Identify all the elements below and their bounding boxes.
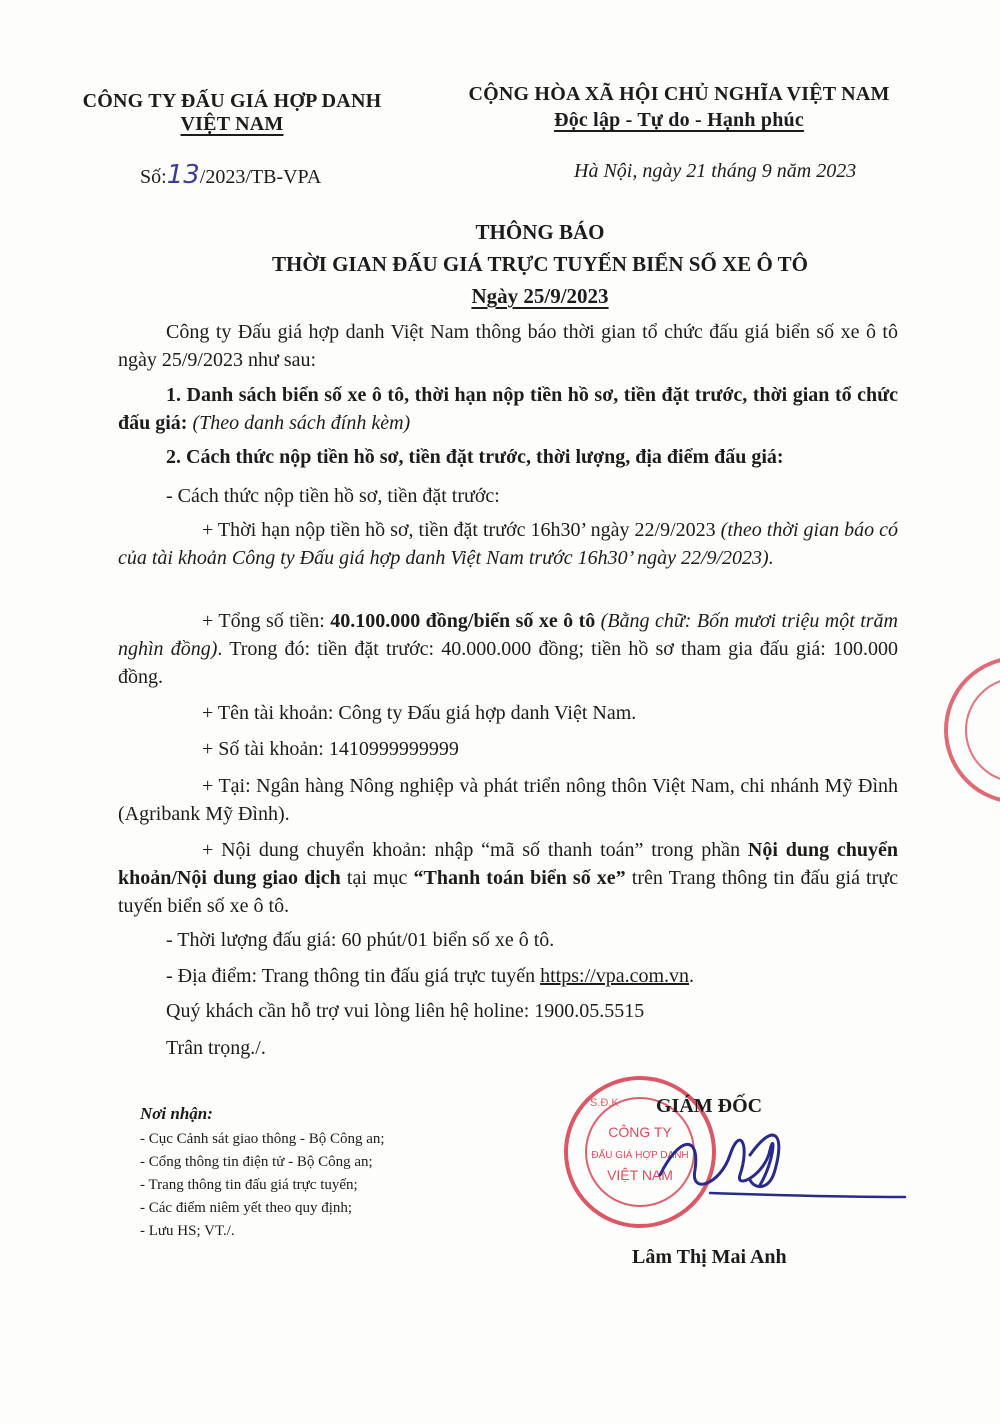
account-name: + Tên tài khoản: Công ty Đấu giá hợp danh Việt Nam. bbox=[202, 702, 637, 724]
recipient-item: - Cổng thông tin điện tử - Bộ Công an; bbox=[140, 1154, 373, 1170]
handwritten-number: 13 bbox=[166, 160, 200, 190]
title-line1: THÔNG BÁO bbox=[475, 220, 605, 244]
total-amount-paragraph: + Tổng số tiền: 40.100.000 đồng/biển số xe ô tô (Bằng chữ: Bốn mươi triệu một trăm nghìn đồng). Trong đó: tiền đặt trước: 40.000.000 đồng; tiền hồ sơ tham gia đấu giá: 100.000 đồng. bbox=[118, 610, 898, 688]
payment-method-heading: - Cách thức nộp tiền hồ sơ, tiền đặt trước: bbox=[166, 485, 500, 507]
auction-duration: - Thời lượng đấu giá: 60 phút/01 biển số xe ô tô. bbox=[166, 929, 555, 951]
svg-text:CÔNG TY: CÔNG TY bbox=[608, 1124, 672, 1140]
vpa-link[interactable]: https://vpa.com.vn bbox=[540, 965, 690, 987]
recipient-item: - Cục Cảnh sát giao thông - Bộ Công an; bbox=[140, 1131, 385, 1147]
document-title bbox=[100, 216, 980, 312]
section-2: 2. Cách thức nộp tiền hồ sơ, tiền đặt trước, thời lượng, địa điểm đấu giá: bbox=[166, 446, 784, 468]
title-line2: THỜI GIAN ĐẤU GIÁ TRỰC TUYẾN BIỂN SỐ XE Ô TÔ bbox=[272, 252, 808, 276]
signature-scribble bbox=[600, 1115, 920, 1215]
svg-text:ĐẤU GIÁ HỢP DANH: ĐẤU GIÁ HỢP DANH bbox=[591, 1150, 689, 1161]
intro-paragraph: Công ty Đấu giá hợp danh Việt Nam thông báo thời gian tổ chức đấu giá biển số xe ô tô ngày 25/9/2023 như sau: bbox=[118, 321, 898, 371]
recipients-title: Nơi nhận: bbox=[140, 1104, 213, 1123]
transfer-content-paragraph: + Nội dung chuyển khoản: nhập “mã số thanh toán” trong phần Nội dung chuyển khoản/Nội dung giao dịch tại mục “Thanh toán biển số xe” trên Trang thông tin đấu giá trực tuyến biển số xe ô tô. bbox=[118, 839, 899, 917]
closing-line: Trân trọng./. bbox=[166, 1037, 266, 1059]
svg-text:VIỆT NAM: VIỆT NAM bbox=[607, 1167, 673, 1183]
deadline-paragraph: + Thời hạn nộp tiền hồ sơ, tiền đặt trước 16h30’ ngày 22/9/2023 (theo thời gian báo có của tài khoản Công ty Đấu giá hợp danh Việt Nam trước 16h30’ ngày 22/9/2023). bbox=[118, 519, 898, 569]
recipient-item: - Lưu HS; VT./. bbox=[140, 1223, 235, 1239]
org-line1: CÔNG TY ĐẤU GIÁ HỢP DANH bbox=[82, 90, 382, 112]
signer-name: Lâm Thị Mai Anh bbox=[632, 1246, 787, 1268]
bank-paragraph: + Tại: Ngân hàng Nông nghiệp và phát triển nông thôn Việt Nam, chi nhánh Mỹ Đình (Agribank Mỹ Đình). bbox=[118, 775, 898, 825]
section-1: 1. Danh sách biển số xe ô tô, thời hạn nộp tiền hồ sơ, tiền đặt trước, thời gian tổ chức đấu giá: (Theo danh sách đính kèm) bbox=[118, 384, 898, 434]
org-line2: VIỆT NAM bbox=[180, 113, 284, 135]
motto: Độc lập - Tự do - Hạnh phúc bbox=[554, 109, 804, 131]
edge-stamp bbox=[938, 650, 1000, 810]
recipients-list bbox=[140, 1128, 385, 1243]
doc-number: Số:13/2023/TB-VPA bbox=[140, 160, 322, 190]
account-number: + Số tài khoản: 1410999999999 bbox=[202, 738, 459, 760]
country-header bbox=[440, 83, 918, 132]
country-line: CỘNG HÒA XÃ HỘI CHỦ NGHĨA VIỆT NAM bbox=[468, 83, 890, 105]
signer-role: GIÁM ĐỐC bbox=[656, 1095, 763, 1117]
auction-location: - Địa điểm: Trang thông tin đấu giá trực tuyến https://vpa.com.vn. bbox=[166, 965, 695, 987]
recipient-item: - Các điểm niêm yết theo quy định; bbox=[140, 1200, 353, 1216]
title-line3: Ngày 25/9/2023 bbox=[471, 284, 609, 308]
recipient-item: - Trang thông tin đấu giá trực tuyến; bbox=[140, 1177, 358, 1193]
support-line: Quý khách cần hỗ trợ vui lòng liên hệ holine: 1900.05.5515 bbox=[166, 1000, 645, 1022]
org-name bbox=[62, 90, 402, 136]
place-date: Hà Nội, ngày 21 tháng 9 năm 2023 bbox=[574, 160, 857, 182]
svg-text:S.Đ.K: S.Đ.K bbox=[590, 1097, 619, 1109]
